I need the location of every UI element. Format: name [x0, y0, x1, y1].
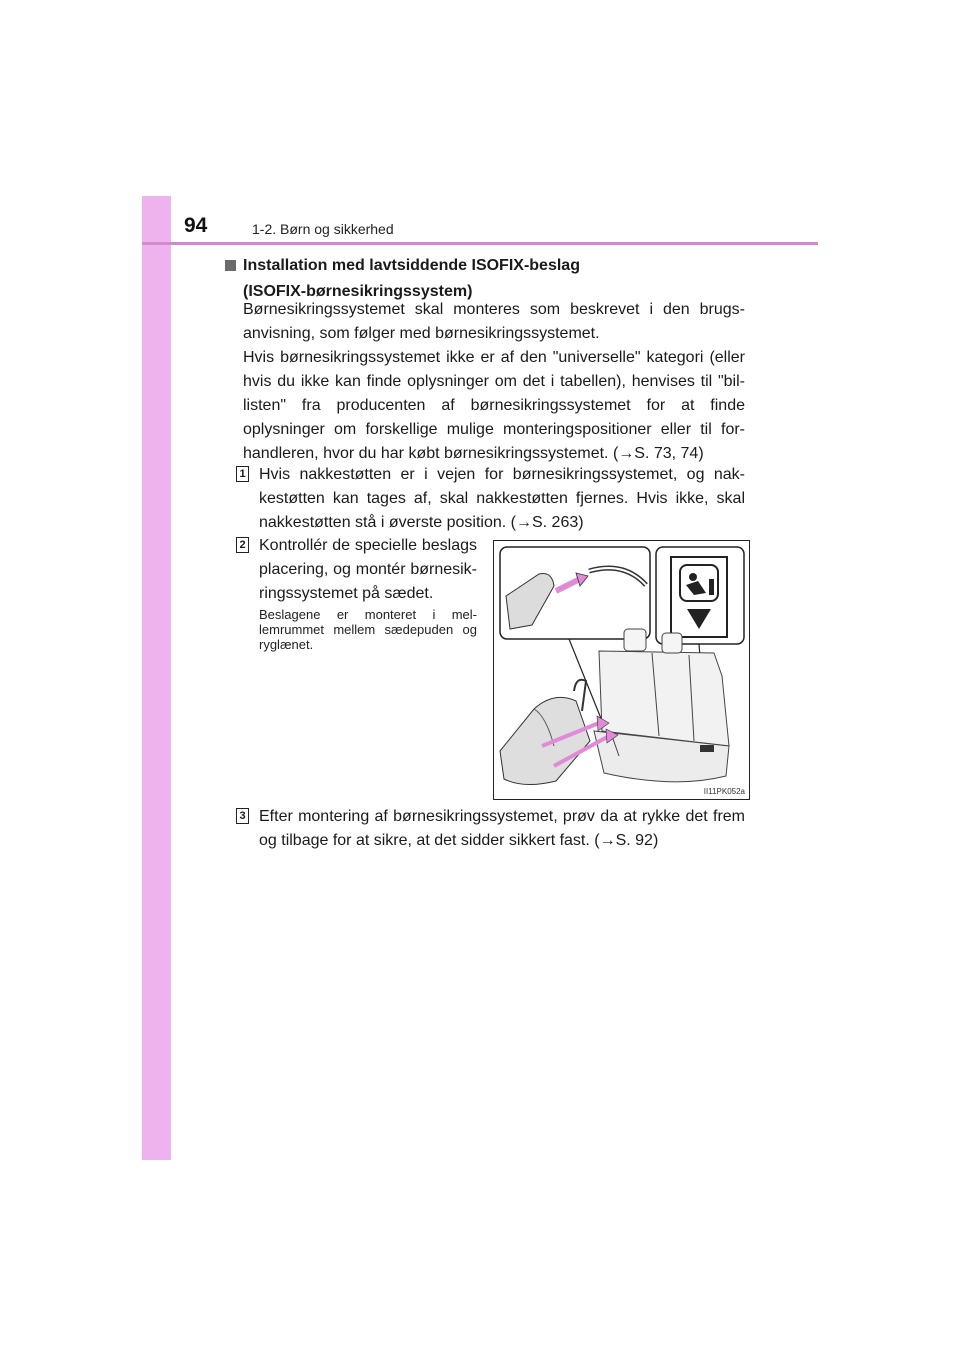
step-text-1: Hvis nakkestøtten er i vejen for børnesikringssystemet, og nak-kestøtten kan tages af, skal nakkestøtten fjernes. Hvis ikke, skal nakkestøtten stå i øverste position. (→S. 263) [259, 466, 745, 531]
isofix-figure [493, 540, 750, 800]
intro-paragraph-1: Børnesikringssystemet skal monteres som beskrevet i den brugs-anvisning, som følger med børnesikringssystemet. [243, 301, 745, 342]
heading-square-icon [225, 260, 236, 271]
step-text-2: Kontrollér de specielle beslags placering, og montér børnesik-ringssystemet på sædet. [259, 537, 477, 602]
intro-paragraph-2: Hvis børnesikringssystemet ikke er af den "universelle" kategori (eller hvis du ikke kan finde oplysninger om det i tabellen), henvises til "bil-listen" fra producenten af børnesikringssystemet for at finde oplysninger om forskellige mulige monteringspositioner eller til for-handleren, hvor du har købt børnesikringssystemet. (→S. 73, 74) [243, 349, 745, 462]
heading-line-2: (ISOFIX-børnesikringssystem) [243, 283, 473, 300]
isofix-illustration [494, 541, 750, 800]
step-number-2: 2 [236, 537, 249, 553]
section-title: 1-2. Børn og sikkerhed [252, 221, 394, 237]
figure-code: II11PK052a [703, 787, 745, 796]
side-color-strip [142, 196, 171, 1160]
step-number-1: 1 [236, 466, 249, 482]
step-number-3: 3 [236, 808, 249, 824]
page-number: 94 [184, 214, 208, 237]
step-text-3: Efter montering af børnesikringssystemet, prøv da at rykke det frem og tilbage for at sikre, at det sidder sikkert fast. (→S. 92) [259, 808, 745, 849]
heading-line-1: Installation med lavtsiddende ISOFIX-beslag [243, 257, 580, 274]
header-rule [142, 242, 818, 245]
step-note-2: Beslagene er monteret i mel-lemrummet mellem sædepuden og ryglænet. [259, 607, 477, 652]
